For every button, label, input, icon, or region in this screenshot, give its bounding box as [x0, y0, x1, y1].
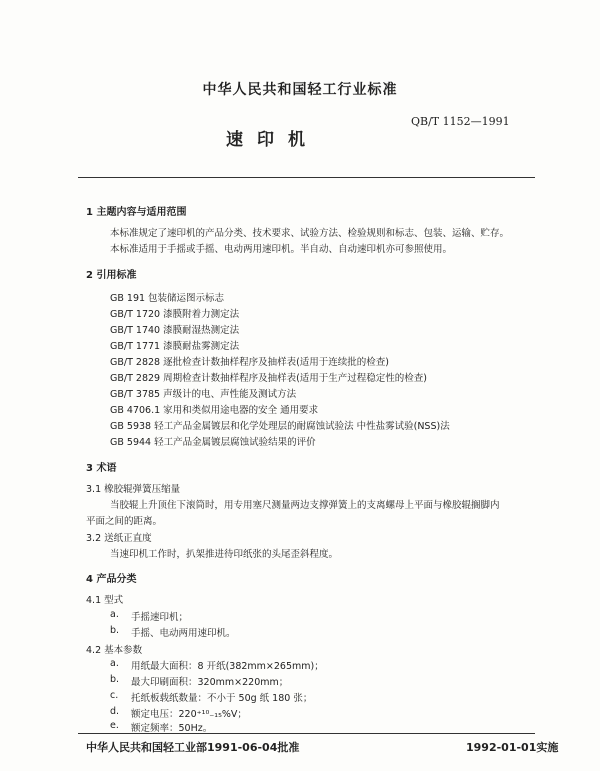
- reference-item: GB/T 2828 逐批检查计数抽样程序及抽样表(适用于连续批的检查): [110, 357, 390, 368]
- reference-item: GB/T 2829 周期检查计数抽样程序及抽样表(适用于生产过程稳定性的检查): [110, 373, 428, 384]
- term-3-1-text-cont: 平面之间的距离。: [86, 516, 163, 527]
- param-item: 最大印刷面积：320mm×220mm；: [131, 677, 289, 688]
- reference-item: GB 5938 轻工产品金属镀层和化学处理层的耐腐蚀试验法 中性盐雾试验(NSS)法: [110, 421, 450, 432]
- param-item: 用纸最大面积：8 开纸(382mm×265mm)；: [131, 661, 324, 672]
- reference-item: GB 191 包装储运图示标志: [110, 293, 225, 304]
- type-item: 手摇速印机；: [131, 612, 189, 623]
- standard-number: QB/T 1152—1991: [411, 115, 510, 128]
- param-item: 额定频率：50Hz。: [131, 723, 213, 734]
- term-3-1-heading: 3.1 橡胶辊弹簧压缩量: [86, 484, 181, 495]
- term-3-2-text: 当速印机工作时，扒架推进待印纸张的头尾歪斜程度。: [110, 549, 339, 560]
- document-title: 速印机: [226, 130, 319, 150]
- param-mark: e.: [110, 720, 119, 731]
- reference-item: GB/T 3785 声级计的电、声性能及测试方法: [110, 389, 297, 400]
- type-mark: a.: [110, 609, 119, 620]
- term-3-1-text: 当胶辊上升顶住下滚筒时，用专用塞尺测量两边支撑弹簧上的支离螺母上平面与橡胶辊搁脚内: [110, 500, 500, 511]
- subsection-4-1-heading: 4.1 型式: [86, 595, 124, 606]
- type-mark: b.: [110, 625, 120, 636]
- param-item: 额定电压：220⁺¹⁰₋₁₅%V；: [131, 709, 247, 720]
- reference-item: GB 4706.1 家用和类似用途电器的安全 通用要求: [110, 405, 319, 416]
- footer-divider: [78, 733, 535, 734]
- reference-item: GB/T 1720 漆膜附着力测定法: [110, 309, 240, 320]
- param-mark: c.: [110, 690, 119, 701]
- reference-item: GB 5944 轻工产品金属镀层腐蚀试验结果的评价: [110, 437, 316, 448]
- reference-item: GB/T 1740 漆膜耐湿热测定法: [110, 325, 240, 336]
- section-1-paragraph-2: 本标准适用于手摇或手摇、电动两用速印机。半自动、自动速印机亦可参照使用。: [110, 244, 453, 255]
- param-mark: a.: [110, 658, 119, 669]
- section-1-paragraph-1: 本标准规定了速印机的产品分类、技术要求、试验方法、检验规则和标志、包装、运输、贮存。: [110, 228, 510, 239]
- section-2-heading: 2 引用标准: [86, 270, 137, 281]
- header-divider: [78, 177, 535, 178]
- section-4-heading: 4 产品分类: [86, 574, 137, 585]
- section-3-heading: 3 术语: [86, 463, 117, 474]
- term-3-2-heading: 3.2 送纸正直度: [86, 533, 152, 544]
- reference-item: GB/T 1771 漆膜耐盐雾测定法: [110, 341, 240, 352]
- approval-date: 中华人民共和国轻工业部1991-06-04批准: [86, 741, 300, 754]
- standard-org-title: 中华人民共和国轻工行业标准: [202, 82, 398, 98]
- section-1-heading: 1 主题内容与适用范围: [86, 207, 187, 218]
- param-item: 托纸板载纸数量：不小于 50g 纸 180 张；: [131, 693, 313, 704]
- subsection-4-2-heading: 4.2 基本参数: [86, 645, 143, 656]
- param-mark: d.: [110, 706, 120, 717]
- type-item: 手摇、电动两用速印机。: [131, 628, 236, 639]
- param-mark: b.: [110, 674, 120, 685]
- implementation-date: 1992-01-01实施: [466, 741, 559, 754]
